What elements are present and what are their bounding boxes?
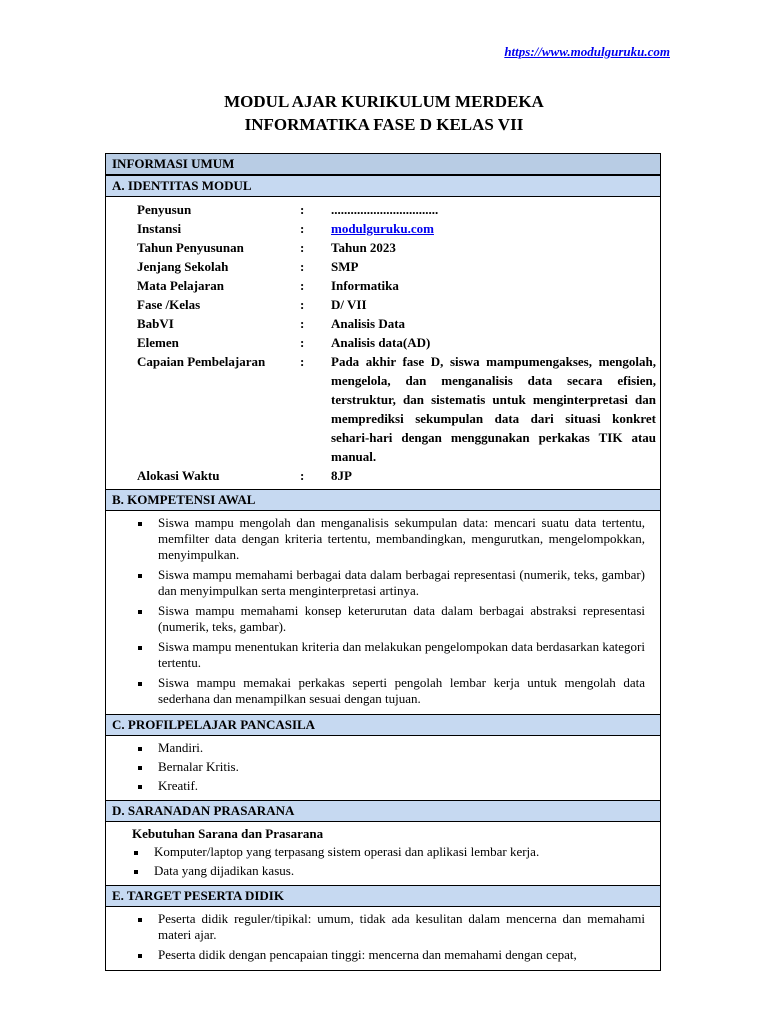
identitas-body [105, 197, 661, 489]
identitas-value: 8JP [331, 468, 352, 483]
identitas-colon: : [300, 335, 305, 350]
identitas-row [137, 333, 660, 352]
target-item: Peserta didik reguler/tipikal: umum, tidak ada kesulitan dalam mencerna dan memahami materi ajar. [136, 911, 645, 943]
identitas-label: Mata Pelajaran [137, 278, 225, 293]
identitas-row [137, 295, 660, 314]
profil-item: Kreatif. [136, 778, 645, 794]
identitas-value: ................................. [331, 202, 439, 217]
profil-body [105, 736, 661, 800]
identitas-row [137, 276, 660, 295]
instansi-link[interactable]: modulguruku.com [331, 221, 434, 236]
identitas-label: Jenjang Sekolah [137, 259, 229, 274]
identitas-value: Analisis Data [331, 316, 406, 331]
identitas-colon: : [300, 278, 305, 293]
identitas-row [137, 200, 660, 219]
identitas-colon: : [300, 468, 305, 483]
identitas-value: Analisis data(AD) [331, 335, 431, 350]
kompetensi-item: Siswa mampu memakai perkakas seperti pengolah lembar kerja untuk mengolah data sederhana dan menampilkan sesuai dengan tujuan. [136, 675, 645, 707]
identitas-value: D/ VII [331, 297, 367, 312]
identitas-value: Pada akhir fase D, siswa mampumengakses, mengolah, mengelola, dan menganalisis data secara efisien, terstruktur, dan sistematis untuk menginterpretasi dan memprediksi sekumpulan data dari situasi konkret sehari-hari dengan menggunakan perkakas TIK atau manual. [331, 354, 656, 464]
kompetensi-body [105, 511, 661, 714]
profil-list [106, 736, 660, 800]
identitas-label: Instansi [137, 221, 182, 236]
identitas-label: Tahun Penyusunan [137, 240, 244, 255]
kompetensi-item: Siswa mampu memahami konsep keterurutan data dalam berbagai abstraksi representasi (numerik, teks, gambar). [136, 603, 645, 635]
identitas-value: Informatika [331, 278, 399, 293]
module-table [105, 153, 661, 971]
website-link[interactable]: https://www.modulguruku.com [504, 44, 670, 59]
document-title [0, 90, 768, 136]
target-body [105, 907, 661, 971]
identitas-colon: : [300, 316, 305, 331]
identitas-value [331, 219, 656, 238]
profil-item: Bernalar Kritis. [136, 759, 645, 775]
kompetensi-list [106, 511, 660, 714]
identitas-row [137, 257, 660, 276]
identitas-label: Capaian Pembelajaran [137, 354, 266, 369]
target-list [106, 907, 660, 970]
identitas-row [137, 314, 660, 333]
kompetensi-item: Siswa mampu menentukan kriteria dan melakukan pengelompokan data berdasarkan kategori tertentu. [136, 639, 645, 671]
sarana-list [106, 843, 660, 885]
identitas-label: BabVI [137, 316, 174, 331]
section-informasi-umum: INFORMASI UMUM [105, 153, 661, 175]
identitas-colon: : [300, 202, 305, 217]
identitas-colon: : [300, 240, 305, 255]
identitas-colon: : [300, 354, 305, 369]
identitas-grid [106, 197, 660, 489]
identitas-colon: : [300, 297, 305, 312]
section-sarana-prasarana: D. SARANADAN PRASARANA [105, 800, 661, 822]
kompetensi-item: Siswa mampu mengolah dan menganalisis sekumpulan data: mencari suatu data tertentu, memfilter data dengan kriteria tertentu, membandingkan, mengurutkan, mengelompokkan, menyimpulkan. [136, 515, 645, 563]
identitas-value: SMP [331, 259, 359, 274]
identitas-label: Elemen [137, 335, 179, 350]
identitas-label: Penyusun [137, 202, 192, 217]
kompetensi-item: Siswa mampu memahami berbagai data dalam berbagai representasi (numerik, teks, gambar) dan menyimpulkan serta menginterpretasi artinya. [136, 567, 645, 599]
target-item: Peserta didik dengan pencapaian tinggi: mencerna dan memahami dengan cepat, [136, 947, 645, 963]
identitas-label: Alokasi Waktu [137, 468, 220, 483]
section-target-peserta: E. TARGET PESERTA DIDIK [105, 885, 661, 907]
identitas-row [137, 238, 660, 257]
identitas-colon: : [300, 221, 305, 236]
section-profil-pelajar: C. PROFILPELAJAR PANCASILA [105, 714, 661, 736]
identitas-row [137, 466, 660, 485]
sarana-item: Komputer/laptop yang terpasang sistem operasi dan aplikasi lembar kerja. [132, 844, 645, 860]
sarana-item: Data yang dijadikan kasus. [132, 863, 645, 879]
sarana-body [105, 822, 661, 885]
identitas-value: Tahun 2023 [331, 240, 396, 255]
identitas-colon: : [300, 259, 305, 274]
identitas-label: Fase /Kelas [137, 297, 201, 312]
identitas-row [137, 352, 660, 466]
identitas-row [137, 219, 660, 238]
profil-item: Mandiri. [136, 740, 645, 756]
section-identitas-modul: A. IDENTITAS MODUL [105, 175, 661, 197]
section-kompetensi-awal: B. KOMPETENSI AWAL [105, 489, 661, 511]
title-line-1: MODUL AJAR KURIKULUM MERDEKA [224, 92, 544, 111]
title-line-2: INFORMATIKA FASE D KELAS VII [244, 115, 524, 134]
sarana-subtitle: Kebutuhan Sarana dan Prasarana [132, 826, 324, 841]
